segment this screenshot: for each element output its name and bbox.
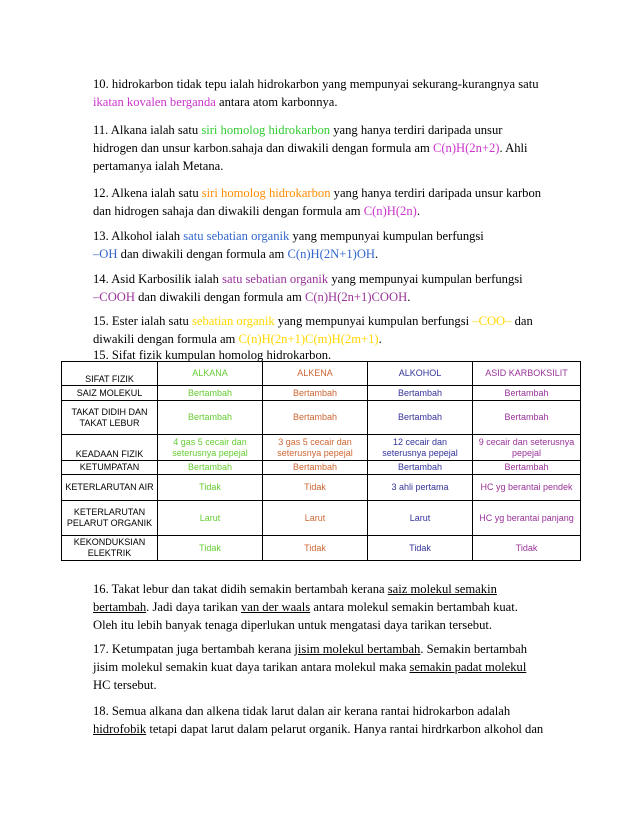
table-row — [62, 401, 581, 435]
table-header-cell: ALKENA — [263, 362, 368, 386]
table-cell: Bertambah — [158, 401, 263, 435]
table-cell: KEKONDUKSIAN ELEKTRIK — [62, 536, 158, 561]
paragraph-11: 11. Alkana ialah satu siri homolog hidrokarbon yang hanya terdiri daripada unsur hidrogen dan unsur karbon.sahaja dan diwakili dengan formula am C(n)H(2n+2). Ahli pertamanya ialah Metana. — [93, 123, 528, 173]
table-cell: Tidak — [473, 536, 581, 561]
table-cell: KETERLARUTAN AIR — [62, 475, 158, 501]
table-header-cell: SIFAT FIZIK — [62, 362, 158, 386]
table-cell: Larut — [263, 501, 368, 536]
table-cell: Bertambah — [158, 461, 263, 475]
table-cell: Bertambah — [158, 386, 263, 401]
table-cell: Bertambah — [473, 461, 581, 475]
table-cell: Tidak — [158, 475, 263, 501]
table-cell: KEADAAN FIZIK — [62, 435, 158, 461]
table-row — [62, 536, 581, 561]
table-cell: KETERLARUTAN PELARUT ORGANIK — [62, 501, 158, 536]
table-cell: 4 gas 5 cecair dan seterusnya pepejal — [158, 435, 263, 461]
paragraph-13: 13. Alkohol ialah satu sebatian organik yang mempunyai kumpulan berfungsi –OH dan diwakili dengan formula am C(n)H(2N+1)OH. — [93, 229, 484, 261]
table-cell: HC yg berantai pendek — [473, 475, 581, 501]
table-row — [62, 501, 581, 536]
paragraph-16: 16. Takat lebur dan takat didih semakin bertambah kerana saiz molekul semakin bertambah. Jadi daya tarikan van der waals antara molekul semakin bertambah kuat. Oleh itu lebih banyak tenaga diperlukan untuk mengatasi daya tarikan tersebut. — [93, 582, 518, 632]
paragraph-15b: 15. Sifat fizik kumpulan homolog hidrokarbon. — [93, 348, 332, 362]
table-cell: Bertambah — [368, 401, 473, 435]
table-cell: Tidak — [368, 536, 473, 561]
paragraph-17: 17. Ketumpatan juga bertambah kerana jisim molekul bertambah. Semakin bertambah jisim molekul semakin kuat daya tarikan antara molekul maka semakin padat molekul HC tersebut. — [93, 642, 528, 692]
table-cell: Larut — [368, 501, 473, 536]
table-cell: Bertambah — [263, 386, 368, 401]
table-cell: Bertambah — [368, 386, 473, 401]
paragraph-10: 10. hidrokarbon tidak tepu ialah hidrokarbon yang mempunyai sekurang-kurangnya satu ikatan kovalen berganda antara atom karbonnya. — [93, 75, 563, 111]
table-cell: 3 gas 5 cecair dan seterusnya pepejal — [263, 435, 368, 461]
table-cell: Tidak — [263, 475, 368, 501]
table-header-row — [62, 362, 581, 386]
paragraph-12: 12. Alkena ialah satu siri homolog hidrokarbon yang hanya terdiri daripada unsur karbon dan hidrogen sahaja dan diwakili dengan formula am C(n)H(2n). — [93, 186, 542, 218]
table-cell: Bertambah — [263, 401, 368, 435]
paragraph-14: 14. Asid Karbosilik ialah satu sebatian organik yang mempunyai kumpulan berfungsi –COOH dan diwakili dengan formula am C(n)H(2n+1)COOH. — [93, 272, 523, 304]
table-header-cell: ALKOHOL — [368, 362, 473, 386]
table-cell: Bertambah — [368, 461, 473, 475]
table-row — [62, 475, 581, 501]
table-cell: 3 ahli pertama — [368, 475, 473, 501]
p10-highlight: ikatan kovalen berganda — [93, 95, 216, 109]
table-row — [62, 435, 581, 461]
homolog-properties-table — [61, 361, 581, 561]
table-header-cell: ALKANA — [158, 362, 263, 386]
table-header-cell: ASID KARBOKSILIT — [473, 362, 581, 386]
table-cell: Tidak — [263, 536, 368, 561]
paragraph-15: 15. Ester ialah satu sebatian organik yang mempunyai kumpulan berfungsi –COO– dan diwakili dengan formula am C(n)H(2n+1)C(m)H(2m+1). — [93, 314, 533, 346]
table-cell: Bertambah — [263, 461, 368, 475]
table-cell: HC yg berantai panjang — [473, 501, 581, 536]
p10-line1: 10. hidrokarbon tidak tepu ialah hidrokarbon yang mempunyai sekurang-kurangnya satu — [93, 77, 539, 91]
table-cell: 9 cecair dan seterusnya pepejal — [473, 435, 581, 461]
table-cell: Tidak — [158, 536, 263, 561]
table-row — [62, 461, 581, 475]
table-cell: TAKAT DIDIH DAN TAKAT LEBUR — [62, 401, 158, 435]
table-cell: 12 cecair dan seterusnya pepejal — [368, 435, 473, 461]
table-cell: Bertambah — [473, 401, 581, 435]
table-cell: Larut — [158, 501, 263, 536]
paragraph-18: 18. Semua alkana dan alkena tidak larut dalan air kerana rantai hidrokarbon adalah hidrofobik tetapi dapat larut dalam pelarut organik. Hanya rantai hirdrkarbon alkohol dan — [93, 704, 544, 736]
table-cell: Bertambah — [473, 386, 581, 401]
table-row — [62, 386, 581, 401]
table-cell: KETUMPATAN — [62, 461, 158, 475]
table-cell: SAIZ MOLEKUL — [62, 386, 158, 401]
